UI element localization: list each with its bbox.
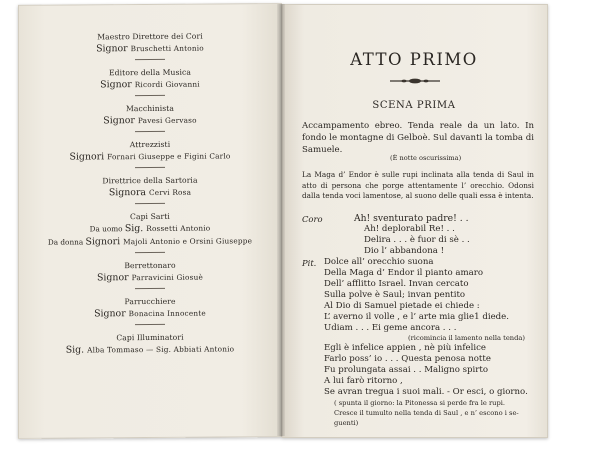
verse-line: Farlo poss’ io . . . Questa penosa notte [324, 354, 491, 364]
credit-name: Signor Parravicini Giosuè [97, 272, 203, 284]
act-title: ATTO PRIMO [350, 50, 478, 69]
credit-role: Berrettonaro [124, 260, 176, 271]
verse-line: Se avran tregua i suoi mali. - Or esci, o giorno. [324, 387, 528, 397]
verse-line: Ah! deplorabil Re! . . [364, 224, 455, 234]
credit-entry [19, 295, 281, 326]
credit-name: Sig. Alba Tommaso — Sig. Abbiati Antonio [65, 344, 235, 356]
credit-entry [19, 174, 281, 205]
credit-entry [19, 102, 281, 133]
credit-name: Signor Bruschetti Antonio [96, 43, 204, 55]
credit-name: Signor Ricordi Giovanni [100, 79, 200, 91]
ornament-rule-icon [390, 77, 440, 85]
stage-direction: Accampamento ebreo. Tenda reale da un lato. In fondo le montagne di Gelboè. Sul davanti la tomba di Samuele. [302, 121, 535, 155]
verse-line: Sulla polve è Saul; invan pentito [324, 290, 466, 300]
verse-line: Dolce all’ orecchio suona [324, 257, 434, 267]
credit-entry [19, 331, 281, 357]
credit-entry [19, 66, 281, 97]
divider [135, 131, 165, 132]
credit-role: Maestro Direttore dei Cori [97, 31, 203, 42]
stage-direction-inline: (ricomincia il lamento nella tenda) [408, 334, 525, 342]
credit-name: Da donna Signori Majoli Antonio e Orsini Giuseppe [47, 236, 253, 248]
credit-role: Parrucchiere [124, 296, 176, 307]
left-page [18, 3, 282, 439]
verse-line: Fu prolungata assai . . Maligno spirto [324, 365, 488, 375]
open-book [18, 4, 546, 436]
verse-line: A lui farò ritorno , [324, 376, 403, 386]
credit-role: Capi Sarti [130, 211, 170, 222]
divider [135, 288, 165, 289]
stage-note: (È notte oscurissima) [390, 154, 462, 162]
stage-direction-2: La Maga d’ Endor è sulle rupi inclinata alla tenda di Saul in atto di persona che porge attentamente l’ orecchio. Odonsi dalla tenda voci lamentose, al suono delle quali essa è intenta. [302, 170, 534, 200]
credit-name: Signora Cervi Rosa [108, 187, 192, 199]
divider [135, 167, 165, 168]
verse-line: Ah! sventurato padre! . . [354, 213, 469, 224]
stage-direction-inline: guenti) [334, 419, 359, 427]
verse-line: Delira . . . è fuor di sè . . [364, 235, 470, 245]
verse-line: Dio l’ abbandona ! [364, 246, 445, 256]
credit-role: Direttrice della Sartoria [102, 175, 198, 186]
credit-role: Editore della Musica [109, 67, 191, 78]
credit-entry [19, 30, 281, 61]
verse-line: Egli è infelice appien , nè più infelice [324, 343, 487, 353]
verse-line: Al Dio di Samuel pietade ei chiede : [324, 301, 480, 311]
credit-name: Signor Pavesi Gervaso [103, 115, 197, 127]
credit-name: Da uomo Sig. Rossetti Antonio [89, 223, 211, 235]
verse-line: Dell’ afflitto Israel. Invan cercato [324, 279, 469, 289]
credit-entry [19, 259, 281, 290]
credit-role: Capi Illuminatori [116, 332, 184, 343]
credit-role: Macchinista [125, 103, 175, 114]
divider [135, 59, 165, 60]
divider [135, 95, 165, 96]
verse-line: Udiam . . . Ei geme ancora . . . [324, 323, 457, 333]
credit-entry [19, 138, 281, 169]
divider [135, 324, 165, 325]
stage-direction-inline: ( spunta il giorno: la Pitonessa si perde fra le rupi. [334, 399, 506, 407]
divider [135, 203, 165, 204]
verse-line: L’ averno il volle , e l’ arte mia glie1 diede. [324, 312, 509, 322]
divider [135, 252, 165, 253]
credit-entry [19, 210, 281, 254]
speaker-coro: Coro [302, 214, 323, 224]
stage-direction-inline: Cresce il tumulto nella tenda di Saul , e n’ escono i se- [334, 409, 519, 417]
verse-line: Della Maga d’ Endor il pianto amaro [324, 268, 484, 278]
credit-name: Signor Bonacina Innocente [94, 308, 206, 320]
scene-title: SCENA PRIMA [372, 100, 456, 111]
credit-name: Signori Fornari Giuseppe e Figini Carlo [69, 151, 231, 163]
credit-role: Attrezzisti [129, 139, 171, 150]
credits-list [19, 30, 281, 363]
speaker-pit: Pit. [302, 258, 317, 268]
